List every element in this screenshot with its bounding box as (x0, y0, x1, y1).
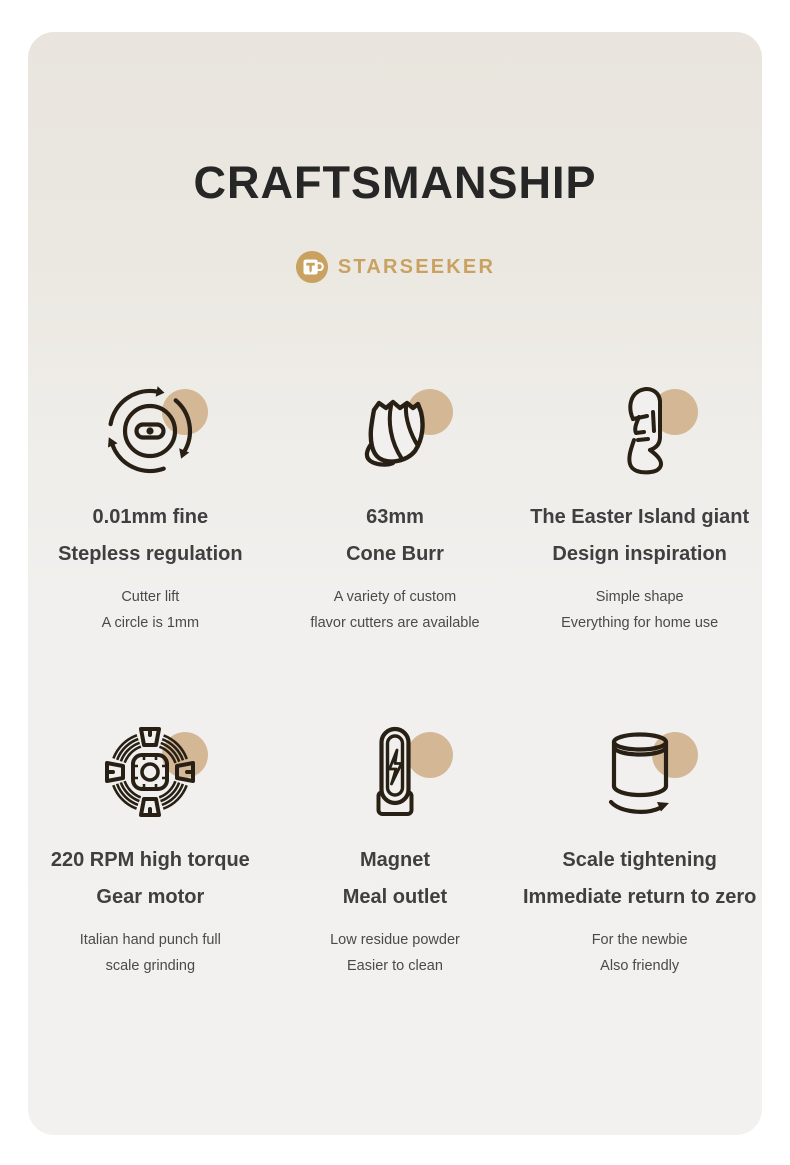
brand-name: STARSEEKER (337, 255, 496, 278)
feature-desc-line2: Also friendly (600, 958, 680, 974)
feature-title-line1: 63mm (366, 506, 424, 528)
feature-title-line2: Gear motor (96, 886, 205, 908)
feature-title-line1: 0.01mm fine (92, 506, 209, 528)
burr-icon-wrap (340, 379, 450, 481)
feature-cell-magnet-outlet (273, 722, 518, 979)
canister-icon-wrap (585, 722, 695, 824)
moai-icon-wrap (585, 379, 695, 481)
cone-burr-icon (345, 379, 445, 479)
feature-title-line1: 220 RPM high torque (50, 849, 250, 871)
canister-rotate-icon (590, 722, 690, 822)
craftsmanship-card (28, 32, 762, 1135)
feature-title (58, 499, 243, 573)
page-title: CRAFTSMANSHIP (193, 157, 597, 208)
feature-cell-gear-motor (28, 722, 273, 979)
magnet-outlet-icon (345, 722, 445, 822)
feature-desc-line1: Simple shape (595, 589, 684, 605)
feature-title-line2: Immediate return to zero (522, 886, 757, 908)
feature-title (346, 499, 444, 573)
feature-title-line2: Meal outlet (342, 886, 448, 908)
feature-desc-line1: Cutter lift (121, 589, 180, 605)
feature-desc (80, 927, 221, 979)
feature-desc-line1: Italian hand punch full (79, 932, 221, 948)
feature-desc (310, 584, 479, 636)
feature-title-line2: Design inspiration (552, 543, 727, 565)
feature-title (51, 842, 250, 916)
features-grid (28, 379, 762, 979)
feature-desc (330, 927, 460, 979)
feature-cell-design-inspiration (517, 379, 762, 636)
feature-title-line1: Magnet (359, 849, 430, 871)
feature-desc-line2: scale grinding (105, 958, 196, 974)
feature-desc-line2: Everything for home use (561, 615, 719, 631)
moai-statue-icon (590, 379, 690, 479)
gear-icon-wrap (95, 722, 205, 824)
mug-logo-icon (295, 250, 329, 284)
feature-title (343, 842, 447, 916)
feature-desc-line1: Low residue powder (330, 932, 460, 948)
feature-title-line1: The Easter Island giant (530, 506, 750, 528)
feature-desc (592, 927, 688, 979)
feature-title-line2: Stepless regulation (58, 543, 243, 565)
feature-title (530, 499, 749, 573)
feature-cell-stepless-regulation (28, 379, 273, 636)
feature-desc-line2: Easier to clean (347, 958, 443, 974)
feature-desc-line1: A variety of custom (333, 589, 457, 605)
feature-title-line2: Cone Burr (346, 543, 444, 565)
feature-cell-scale-tightening (517, 722, 762, 979)
magnet-icon-wrap (340, 722, 450, 824)
feature-cell-cone-burr (273, 379, 518, 636)
dial-rotation-icon (100, 379, 200, 479)
dial-icon-wrap (95, 379, 205, 481)
feature-desc-line2: flavor cutters are available (310, 615, 480, 631)
feature-title (523, 842, 756, 916)
gear-motor-icon (100, 722, 200, 822)
brand-row (28, 249, 762, 285)
feature-desc-line2: A circle is 1mm (101, 615, 200, 631)
feature-title-line1: Scale tightening (562, 849, 717, 871)
feature-desc-line1: For the newbie (591, 932, 688, 948)
feature-desc (102, 584, 200, 636)
feature-desc (561, 584, 718, 636)
